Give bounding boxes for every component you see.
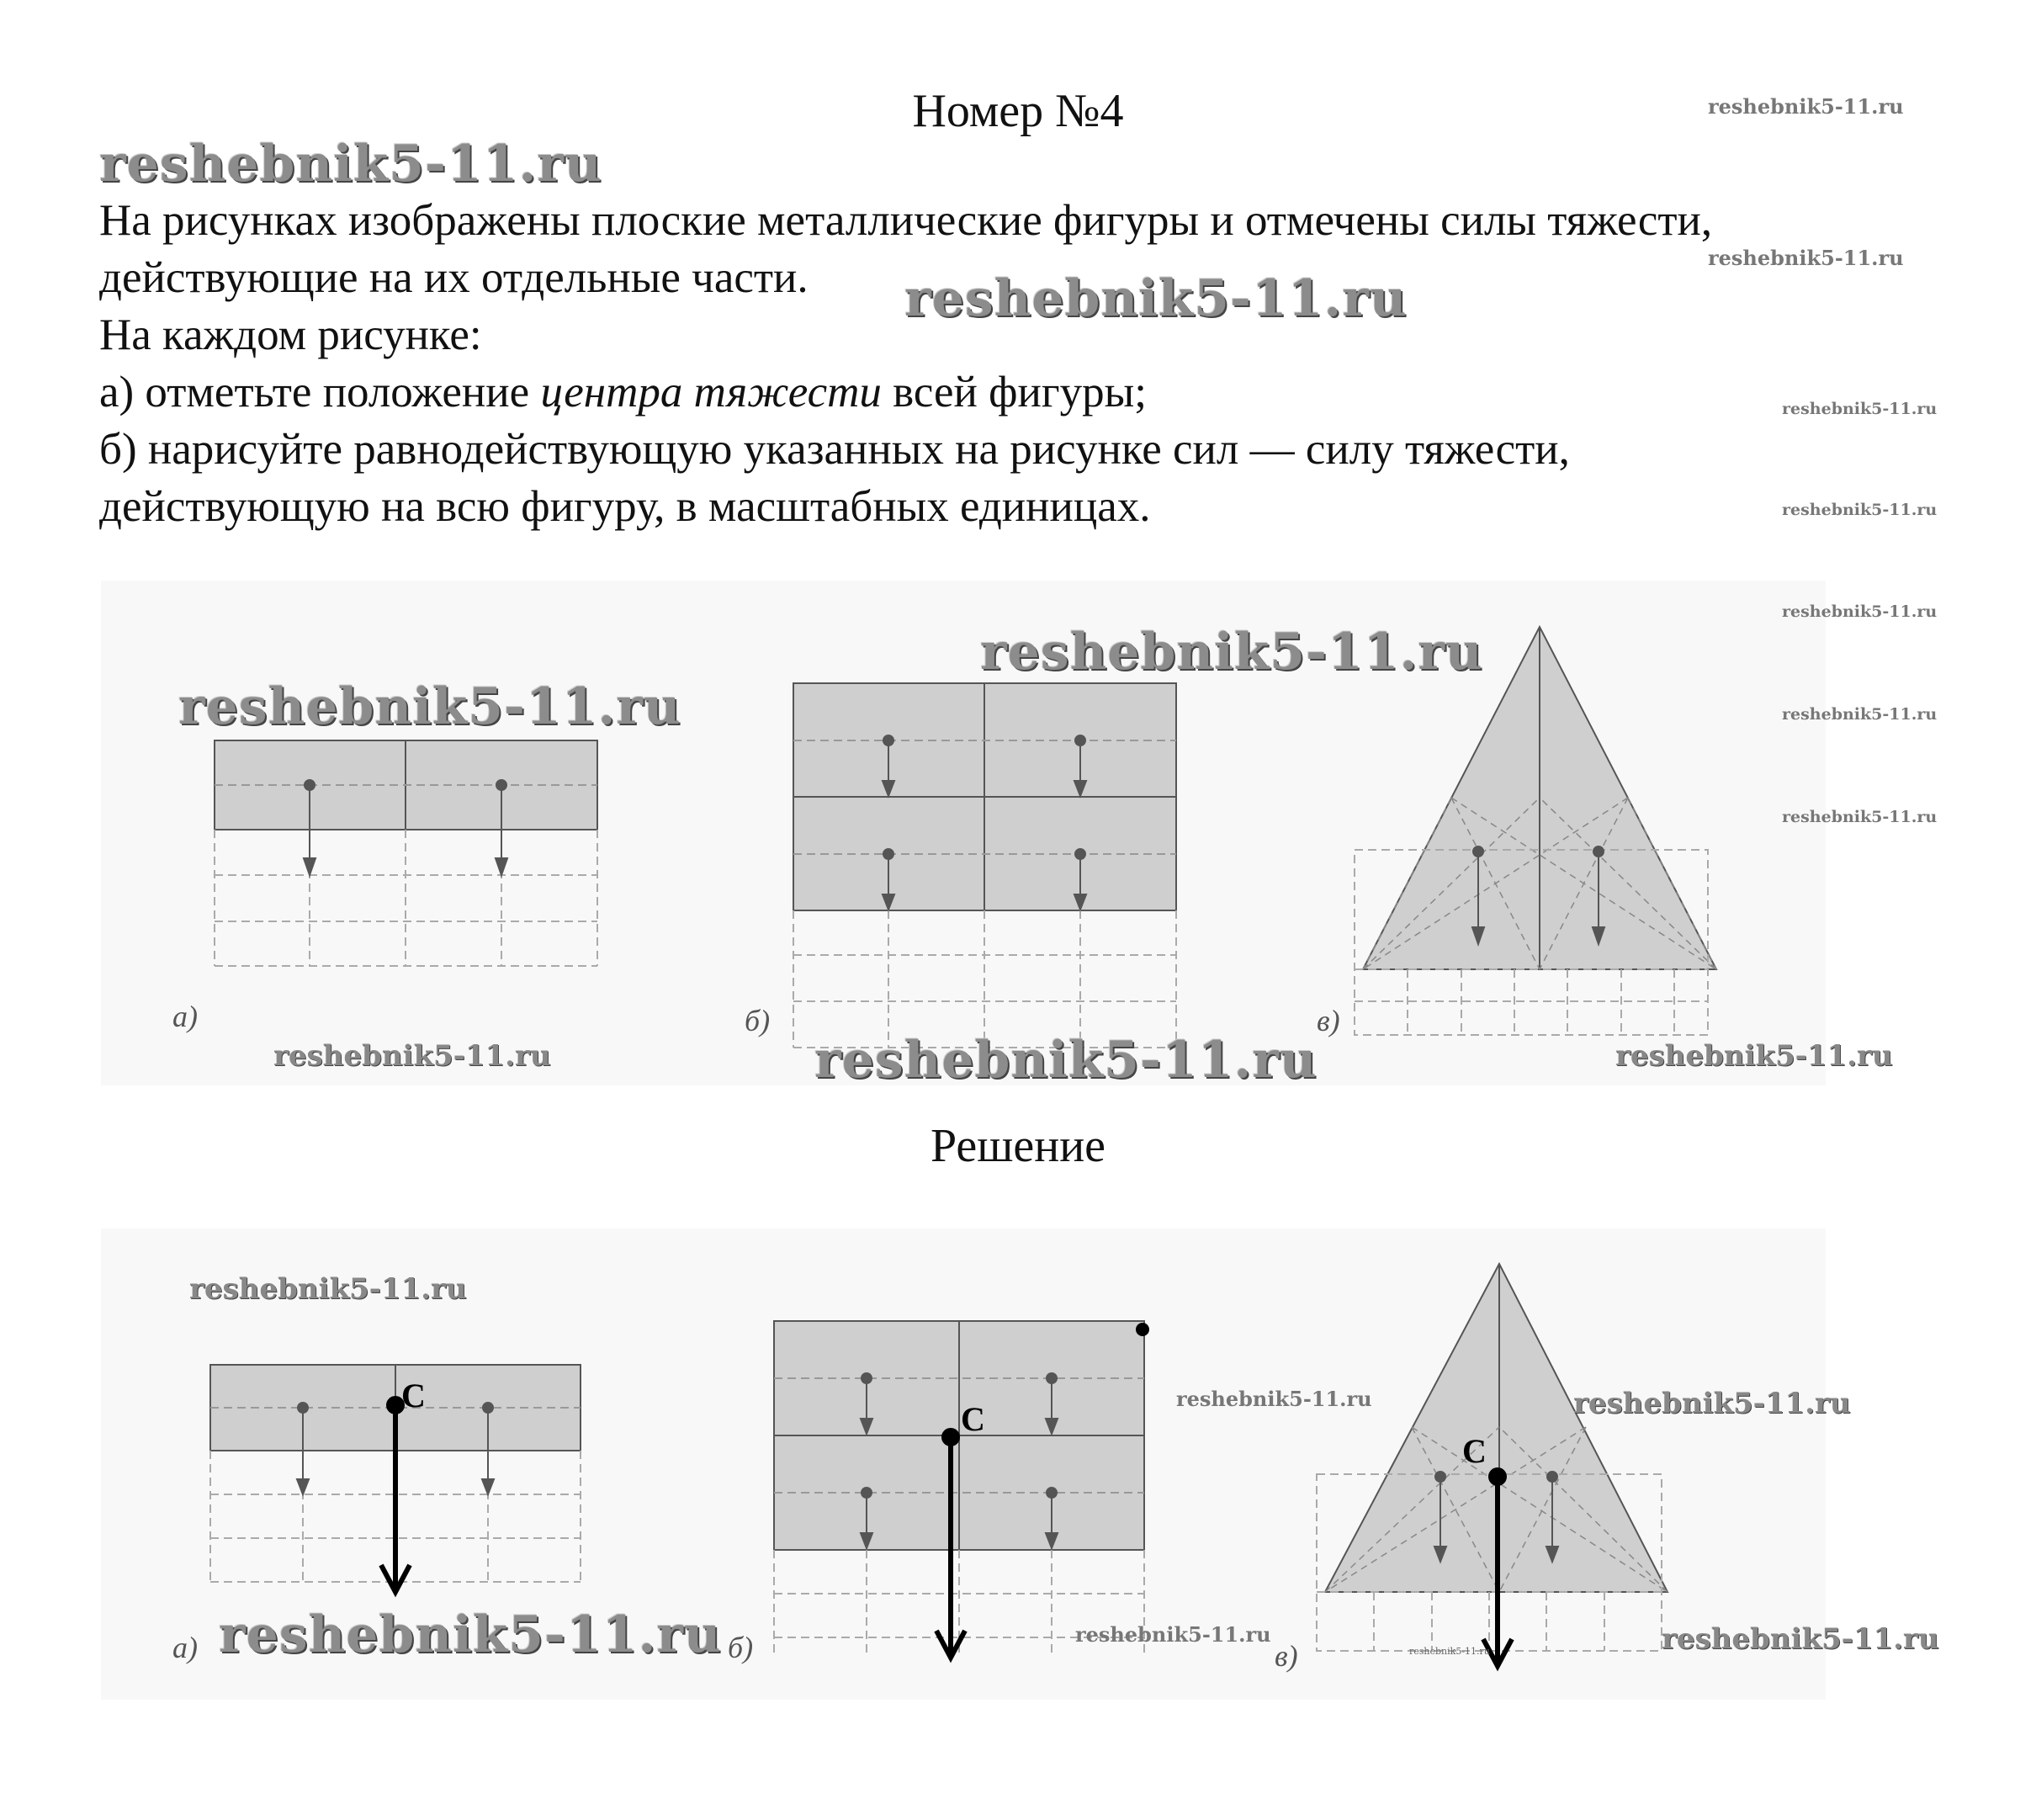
task-line-4 bbox=[99, 363, 1967, 421]
solution-title: Решение bbox=[930, 1120, 1106, 1172]
watermark: reshebnik5-11.ru bbox=[1708, 94, 1904, 119]
watermark: reshebnik5-11.ru bbox=[1782, 602, 1938, 621]
watermark: reshebnik5-11.ru bbox=[99, 135, 602, 194]
task-line-2: действующие на их отдельные части. bbox=[99, 253, 809, 302]
watermark: reshebnik5-11.ru bbox=[1662, 1622, 1939, 1656]
watermark: reshebnik5-11.ru bbox=[1782, 808, 1938, 826]
figure-a-label: а) bbox=[172, 1000, 198, 1033]
figure-b-label: б) bbox=[745, 1004, 771, 1037]
problem-figure bbox=[101, 581, 1826, 1085]
task-text bbox=[99, 192, 1967, 535]
watermark: reshebnik5-11.ru bbox=[1075, 1622, 1271, 1647]
center-label-c: C bbox=[1462, 1432, 1487, 1470]
task-line-5: б) нарисуйте равнодействующую указанных на рисунке сил — силу тяжести, bbox=[99, 425, 1570, 474]
watermark: reshebnik5-11.ru bbox=[1782, 400, 1938, 418]
watermark: reshebnik5-11.ru bbox=[219, 1605, 722, 1664]
watermark: reshebnik5-11.ru bbox=[178, 677, 681, 736]
watermark: reshebnik5-11.ru bbox=[1176, 1387, 1372, 1411]
corner-dot bbox=[1136, 1323, 1149, 1336]
watermark: reshebnik5-11.ru bbox=[1615, 1039, 1893, 1073]
solution-a-label: а) bbox=[172, 1631, 198, 1664]
watermark: reshebnik5-11.ru bbox=[1782, 501, 1938, 519]
task-line-4-post: всей фигуры; bbox=[881, 368, 1147, 417]
task-line-4-pre: а) отметьте положение bbox=[99, 368, 541, 417]
figure-c-label: в) bbox=[1317, 1004, 1340, 1037]
watermark: reshebnik5-11.ru bbox=[814, 1031, 1318, 1090]
task-line-1: На рисунках изображены плоские металлические фигуры и отмечены силы тяжести, bbox=[99, 196, 1713, 245]
center-label-a: C bbox=[401, 1377, 426, 1414]
watermark: reshebnik5-11.ru bbox=[189, 1272, 467, 1306]
center-label-b: C bbox=[961, 1400, 985, 1438]
watermark: reshebnik5-11.ru bbox=[1573, 1387, 1851, 1420]
watermark: reshebnik5-11.ru bbox=[273, 1039, 551, 1073]
page-title: Номер №4 bbox=[912, 85, 1124, 137]
task-line-3: На каждом рисунке: bbox=[99, 310, 482, 359]
task-line-6: действующую на всю фигуру, в масштабных единицах. bbox=[99, 482, 1151, 531]
watermark: reshebnik5-11.ru bbox=[904, 269, 1408, 328]
task-line-4-emphasis: центра тяжести bbox=[540, 368, 882, 417]
watermark: reshebnik5-11.ru bbox=[980, 623, 1483, 682]
watermark: reshebnik5-11.ru bbox=[1409, 1646, 1490, 1657]
solution-c-label: в) bbox=[1275, 1639, 1298, 1673]
solution-b-label: б) bbox=[728, 1631, 754, 1664]
watermark: reshebnik5-11.ru bbox=[1708, 246, 1904, 270]
watermark: reshebnik5-11.ru bbox=[1782, 705, 1938, 724]
